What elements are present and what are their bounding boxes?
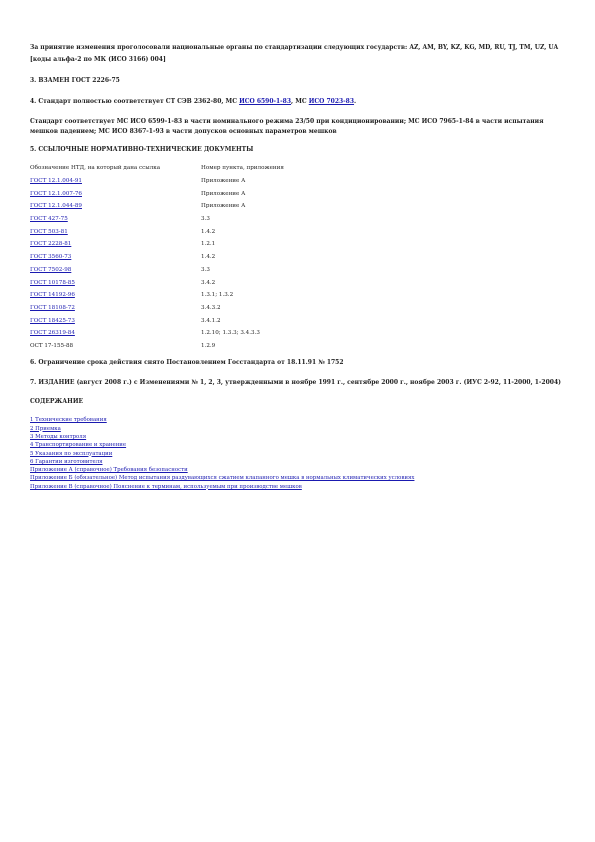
doc-cell [30,213,201,226]
doc-cell [30,314,201,327]
doc-link[interactable]: ГОСТ 2228-81 [30,241,72,248]
table-row [30,302,284,315]
item-cell: 1.2.9 [201,342,216,349]
doc-cell [30,327,201,340]
doc-cell [30,238,201,251]
document-page [30,42,570,491]
conformity-suffix: . [354,98,357,105]
table-row [30,289,284,302]
item-cell: Приложение А [201,178,246,185]
doc-link[interactable]: ГОСТ 503-81 [30,228,68,235]
item-cell: 3.3 [201,266,210,273]
doc-cell [30,276,201,289]
doc-cell [30,200,201,213]
item-cell: 3.3 [201,216,210,223]
item-cell: 3.4.3.2 [201,304,221,311]
conformity-prefix: 4. Стандарт полностью соответствует СТ СЭВ 2362-80, МС [30,98,240,105]
iso-7023-link[interactable]: ИСО 7023-83 [308,98,355,105]
toc-link[interactable]: Приложение А (справочное) Требования безопасности [30,467,188,474]
toc-link[interactable]: Приложение Б (обязательное) Метод испытания раздувающихся сжатием клапанного мешка в нормальных климатических условиях [30,475,415,482]
header-item: Номер пункта, приложения [201,165,284,172]
doc-label: ОСТ 17-155-88 [30,342,74,349]
toc-link[interactable]: 1 Технические требования [30,417,107,424]
doc-link[interactable]: ГОСТ 12.1.004-91 [30,178,82,185]
table-row [30,213,284,226]
table-row [30,327,284,340]
doc-link[interactable]: ГОСТ 7502-98 [30,266,72,273]
table-row [30,200,284,213]
conformity-mid: , МС [291,98,309,105]
table-row [30,175,284,188]
doc-link[interactable]: ГОСТ 18425-73 [30,317,75,324]
table-row [30,264,284,277]
iso-6590-link[interactable]: ИСО 6590-1-83 [239,98,292,105]
toc-link[interactable]: 2 Приемка [30,425,61,432]
item-cell: Приложение А [201,190,246,197]
doc-cell [30,225,201,238]
partial-conformity-paragraph: Стандарт соответствует МС ИСО 6599-1-83 в части номинального режима 23/50 при кондиционировании; МС ИСО 7965-1-84 в части испытания мешков падением; МС ИСО 8367-1-93 в части допусков основных параметров мешков [30,118,544,135]
references-heading: 5. ССЫЛОЧНЫЕ НОРМАТИВНО-ТЕХНИЧЕСКИЕ ДОКУМЕНТЫ [30,146,254,153]
item-cell: 1.2.1 [201,241,216,248]
item-cell: 1.4.2 [201,228,216,235]
table-row [30,276,284,289]
doc-link[interactable]: ГОСТ 14192-96 [30,292,75,299]
toc-link[interactable]: 6 Гарантии изготовителя [30,458,103,465]
doc-cell [30,251,201,264]
toc-link[interactable]: 4 Транспортирование и хранение [30,442,127,449]
doc-link[interactable]: ГОСТ 12.1.007-76 [30,190,82,197]
doc-cell [30,340,201,353]
table-row [30,340,284,353]
doc-cell [30,302,201,315]
term-limit-paragraph: 6. Ограничение срока действия снято Постановлением Госстандарта от 18.11.91 № 1752 [30,359,344,367]
table-row [30,238,284,251]
doc-link[interactable]: ГОСТ 427-75 [30,216,68,223]
table-row [30,187,284,200]
doc-cell [30,264,201,277]
approval-paragraph: За принятие изменения проголосовали национальные органы по стандартизации следующих государств: AZ, AM, BY, KZ, KG, MD, RU, TJ, TM, UZ, UA [коды альфа-2 по МК (ИСО 3166) 004] [30,44,559,63]
doc-link[interactable]: ГОСТ 10178-85 [30,279,75,286]
item-cell: 1.3.1; 1.3.2 [201,292,234,299]
contents-list [30,416,570,491]
table-row [30,251,284,264]
doc-link[interactable]: ГОСТ 18108-72 [30,304,75,311]
table-header-row [30,162,284,175]
conformity-paragraph [30,96,570,108]
table-row [30,225,284,238]
doc-cell [30,289,201,302]
item-cell: 3.4.2 [201,279,216,286]
table-row [30,314,284,327]
references-table [30,162,284,352]
doc-link[interactable]: ГОСТ 26319-84 [30,330,75,337]
toc-link[interactable]: 3 Методы контроля [30,433,87,440]
replaces-paragraph: 3. ВЗАМЕН ГОСТ 2226-75 [30,77,120,84]
doc-link[interactable]: ГОСТ 3560-73 [30,254,72,261]
item-cell: 3.4.1.2 [201,317,221,324]
doc-cell [30,175,201,188]
item-cell: Приложение А [201,203,246,210]
edition-paragraph: 7. ИЗДАНИЕ (август 2008 г.) с Изменениями № 1, 2, 3, утвержденными в ноябре 1991 г., сентябре 2000 г., ноябре 2003 г. (ИУС 2-92, 11-2000, 1-2004) [30,379,561,387]
item-cell: 1.2.10; 1.3.3; 3.4.3.3 [201,330,260,337]
toc-link[interactable]: Приложение В (справочное) Пояснение к терминам, используемым при производстве мешков [30,483,302,490]
doc-cell [30,187,201,200]
item-cell: 1.4.2 [201,254,216,261]
contents-heading: СОДЕРЖАНИЕ [30,398,84,406]
toc-link[interactable]: 5 Указания по эксплуатации [30,450,113,457]
header-doc: Обозначение НТД, на который дана ссылка [30,165,161,172]
doc-link[interactable]: ГОСТ 12.1.044-89 [30,203,82,210]
